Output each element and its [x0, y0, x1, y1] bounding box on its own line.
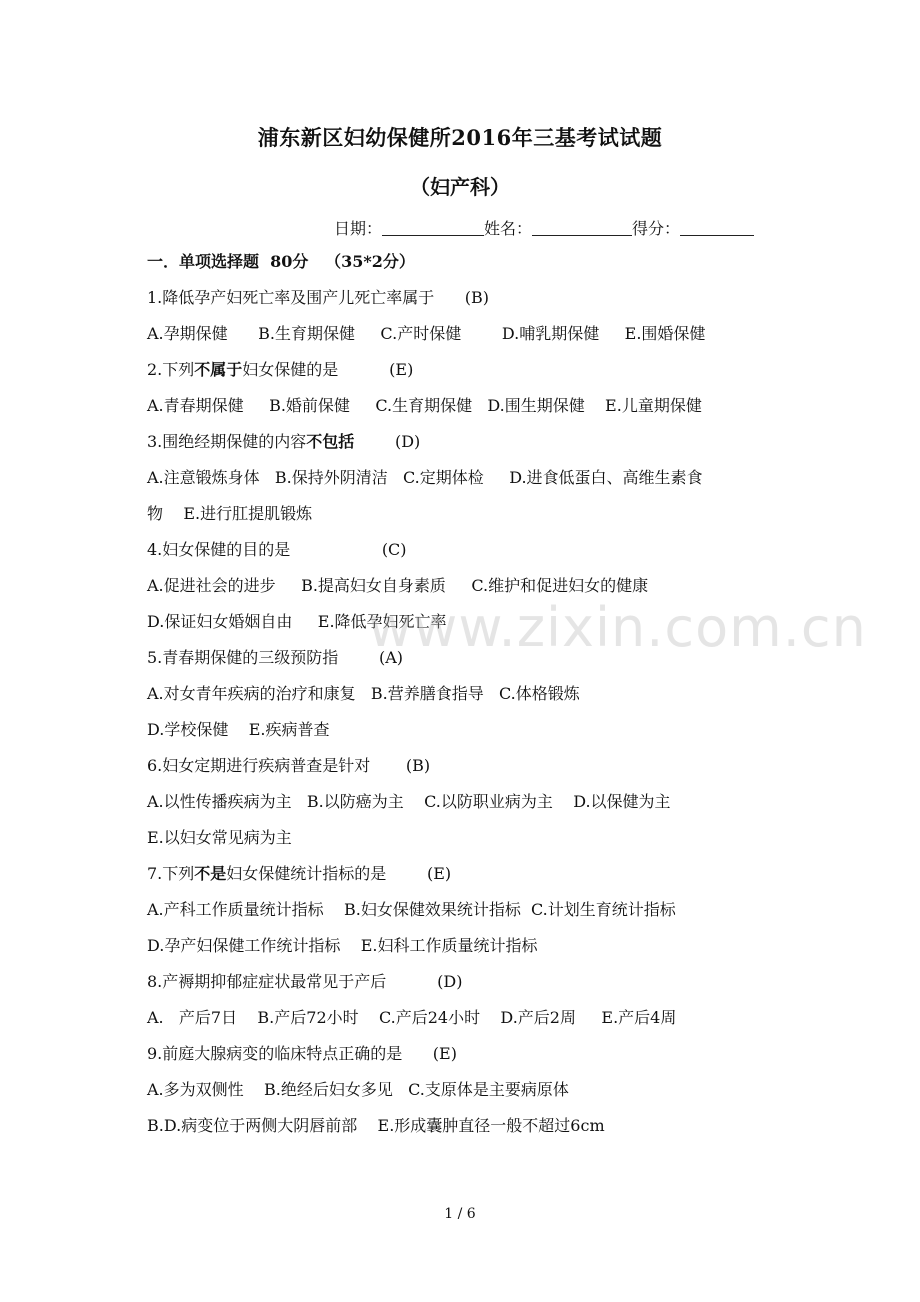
score-label: 得分：: [632, 219, 681, 238]
line-text: A.注意锻炼身体 B.保持外阴清洁 C.定期体检 D.进食低蛋白、高维生素食: [147, 468, 703, 487]
question-line: [147, 1007, 792, 1043]
line-text: 妇女保健统计指标的是 (E): [226, 864, 452, 883]
emphasis-text: 不属于: [194, 360, 243, 379]
line-text: E.以妇女常见病为主: [147, 828, 292, 847]
watermark: www.zixin.com.cn: [368, 596, 867, 659]
question-line: [147, 971, 792, 1007]
page-number: 1 / 6: [444, 1206, 476, 1222]
name-label: 姓名：: [484, 219, 533, 238]
line-text: 7.下列: [147, 864, 195, 883]
line-text: A.多为双侧性 B.绝经后妇女多见 C.支原体是主要病原体: [147, 1080, 569, 1099]
line-text: 2.下列: [147, 360, 195, 379]
question-line: [147, 359, 792, 395]
page-subtitle: （妇产科）: [410, 175, 510, 199]
line-text: 4.妇女保健的目的是 (C): [147, 540, 407, 559]
emphasis-text: 不包括: [306, 432, 355, 451]
question-line: [147, 791, 792, 827]
question-line: [147, 503, 792, 539]
line-text: A.产科工作质量统计指标 B.妇女保健效果统计指标 C.计划生育统计指标: [147, 900, 676, 919]
line-text: A.青春期保健 B.婚前保健 C.生育期保健 D.围生期保健 E.儿童期保健: [147, 396, 702, 415]
line-text: D.孕产妇保健工作统计指标 E.妇科工作质量统计指标: [147, 936, 538, 955]
date-label: 日期：: [334, 219, 383, 238]
line-text: D.保证妇女婚姻自由 E.降低孕妇死亡率: [147, 612, 447, 631]
question-line: [147, 683, 792, 719]
line-text: 8.产褥期抑郁症症状最常见于产后 (D): [147, 972, 463, 991]
line-text: 9.前庭大腺病变的临床特点正确的是 (E): [147, 1044, 457, 1063]
question-list: [147, 251, 792, 1151]
line-text: B.D.病变位于两侧大阴唇前部 E.形成囊肿直径一般不超过6cm: [147, 1116, 605, 1135]
question-line: [147, 827, 792, 863]
question-line: [147, 935, 792, 971]
line-text: 6.妇女定期进行疾病普查是针对 (B): [147, 756, 431, 775]
line-text: A.孕期保健 B.生育期保健 C.产时保健 D.哺乳期保健 E.围婚保健: [147, 324, 706, 343]
line-text: D.学校保健 E.疾病普查: [147, 720, 330, 739]
question-line: [147, 1115, 792, 1151]
date-blank: [382, 219, 484, 236]
line-text: (D): [354, 432, 421, 451]
question-line: [147, 287, 792, 323]
score-blank: [680, 219, 754, 236]
info-line: [334, 216, 754, 239]
question-line: [147, 1043, 792, 1079]
page-title: 浦东新区妇幼保健所2016年三基考试试题: [257, 125, 663, 150]
line-text: A.对女青年疾病的治疗和康复 B.营养膳食指导 C.体格锻炼: [147, 684, 580, 703]
line-text: A.以性传播疾病为主 B.以防癌为主 C.以防职业病为主 D.以保健为主: [147, 792, 671, 811]
line-text: 5.青春期保健的三级预防指 (A): [147, 648, 403, 667]
line-text: 1.降低孕产妇死亡率及围产儿死亡率属于 (B): [147, 288, 490, 307]
line-text: A.促进社会的进步 B.提高妇女自身素质 C.维护和促进妇女的健康: [147, 576, 649, 595]
question-line: [147, 539, 792, 575]
section-heading: 一．单项选择题 80分 （35*2分）: [147, 252, 415, 271]
line-text: A. 产后7日 B.产后72小时 C.产后24小时 D.产后2周 E.产后4周: [147, 1008, 677, 1027]
question-line: [147, 467, 792, 503]
line-text: 物 E.进行肛提肌锻炼: [147, 504, 313, 523]
name-blank: [532, 219, 632, 236]
question-line: [147, 431, 792, 467]
emphasis-text: 不是: [194, 864, 227, 883]
question-line: [147, 899, 792, 935]
question-line: [147, 1079, 792, 1115]
question-line: [147, 755, 792, 791]
line-text: 3.围绝经期保健的内容: [147, 432, 307, 451]
question-line: [147, 395, 792, 431]
line-text: 妇女保健的是 (E): [242, 360, 414, 379]
question-line: [147, 719, 792, 755]
question-line: [147, 323, 792, 359]
question-line: [147, 863, 792, 899]
